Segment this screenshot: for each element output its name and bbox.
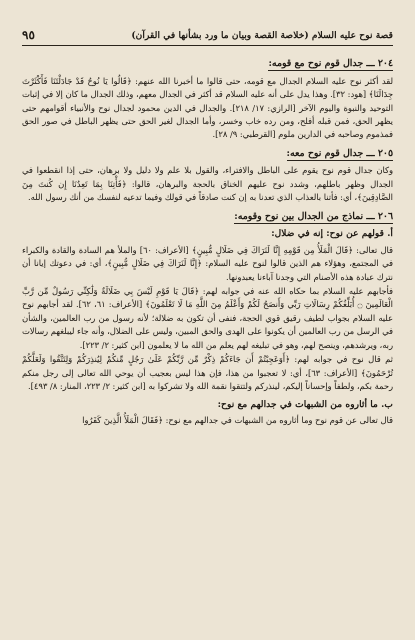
subsection-heading: أ. قولهم عن نوح: إنه في ضلال: [271,228,393,240]
section-heading: ٢٠٦ ـــ نماذج من الجدال بين نوح وقومه: [234,210,393,222]
paragraph: فأجابهم عليه السلام بما حكاه الله عنه في جوابه لهم: ﴿قَالَ يَا قَوْمِ لَيْسَ بِي ضَلَالَةٌ وَلَٰكِنِّي رَسُولٌ مِّن رَّبِّ الْعَالَمِينَ ۝ أُبَلِّغُكُمْ رِسَالَاتِ رَبِّي وَأَنصَحُ لَكُمْ وَأَعْلَمُ مِنَ اللَّهِ مَا لَا تَعْلَمُونَ﴾ [الأعراف: ٦١، ٦٢]. لقد أجابهم نوح عليه السلام بجواب لطيف رقيق قوي الحجة، فنفى أن تكون به ضلالة؛ لأنه رسول من رب العالمين، والشأن في الرسل من رب العالمين أن يكونوا على الهدى والحق المبين، وليس على الضلال، وأنه جاء ليبلغهم رسالات ربه، ويرشدهم، وينصح لهم، وهو في تبليغه لهم يعلم من الله ما لا يعلمون [ابن كثير: ٢/ ٢٢٣]. [22,286,393,350]
section-heading: ٢٠٤ ـــ جدال قوم نوح مع قومه: [268,58,393,69]
page-number: ٩٥ [22,28,35,42]
paragraph: ثم قال نوح في جوابه لهم: ﴿أَوَعَجِبْتُمْ أَن جَاءَكُمْ ذِكْرٌ مِّن رَّبِّكُمْ عَلَىٰ رَجُلٍ مِّنكُمْ لِيُنذِرَكُمْ وَلِتَتَّقُوا وَلَعَلَّكُمْ تُرْحَمُونَ﴾ [الأعراف: ٦٣]، أي: لا تعجبوا من هذا، فإن هذا ليس بعجيب أن يوحي الله تعالى إلى رجل منكم رحمة بكم، ولطفاً وإحساناً إليكم، لينذركم ولتتقوا نقمة الله ولا تشركوا به [ابن كثير: ٢/ ٢٢٣، المنار: ٨/ ٤٩٣]. [22,354,393,392]
paragraph: وكان جدال قوم نوح يقوم على الباطل والافتراء، والقول بلا علم ولا دليل ولا برهان، حتى إذا انقطعوا في الجدال وظهر باطلهم، وشدد نوح عليهم الخناق بالحجة والبرهان، قالوا: ﴿فَأْتِنَا بِمَا تَعِدُنَا إِن كُنتَ مِنَ الصَّادِقِينَ﴾، أي: فأتنا بالعذاب الذي تعدنا به إن كنت صادقاً في قولك وفيما تدعيه لنفسك من أنك رسول الله. [22,165,393,203]
running-title: قصة نوح عليه السلام (خلاصة القصة وبيان ما ورد بشأنها في القرآن) [131,29,393,41]
section-heading: ٢٠٥ ـــ جدال قوم نوح معه: [286,147,393,159]
running-header [22,8,393,46]
paragraph: قال تعالى: ﴿قَالَ الْمَلَأُ مِن قَوْمِهِ إِنَّا لَنَرَاكَ فِي ضَلَالٍ مُّبِينٍ﴾ [الأعراف: ٦٠] والملأ هم السادة والقادة والكبراء في المجتمع، وهؤلاء هم الذين قالوا لنوح عليه السلام: ﴿إِنَّا لَنَرَاكَ فِي ضَلَالٍ مُّبِينٍ﴾، أي: في دعوتك إيانا أن نترك عبادة هذه الأصنام التي وجدنا آباءنا يعبدونها. [22,244,393,282]
page-body [22,46,393,427]
paragraph: قال تعالى عن قوم نوح وما أثاروه من الشبهات في جدالهم مع نوح: ﴿فَقَالَ الْمَلَأُ الَّذِينَ كَفَرُوا [82,414,393,425]
subsection-heading: ب. ما أثاروه من الشبهات في جدالهم مع نوح: [217,398,393,410]
paragraph: لقد أكثر نوح عليه السلام الجدال مع قومه، حتى قالوا ما أخبرنا الله عنهم: ﴿قَالُوا يَا نُوحُ قَدْ جَادَلْتَنَا فَأَكْثَرْتَ جِدَالَنَا﴾ [هود: ٣٢]. وهذا يدل على أنه عليه السلام قد أكثر في الجدال معهم، وذلك الجدال ما كان إلا في إثبات التوحيد والنبوة واليوم الآخر [الرازي: ١٧/ ٢١٨]. والجدال في الدين محمود لجدال نوح والأنبياء أقوامهم حتى يظهر الحق، فمن قبله أفلح، ومن رده خاب وخسر، وأما الجدال لغير الحق حتى يظهر الباطل في صور الحق فمذموم وصاحبه في الدارين ملوم [القرطبي: ٩/ ٢٨]. [22,75,394,140]
